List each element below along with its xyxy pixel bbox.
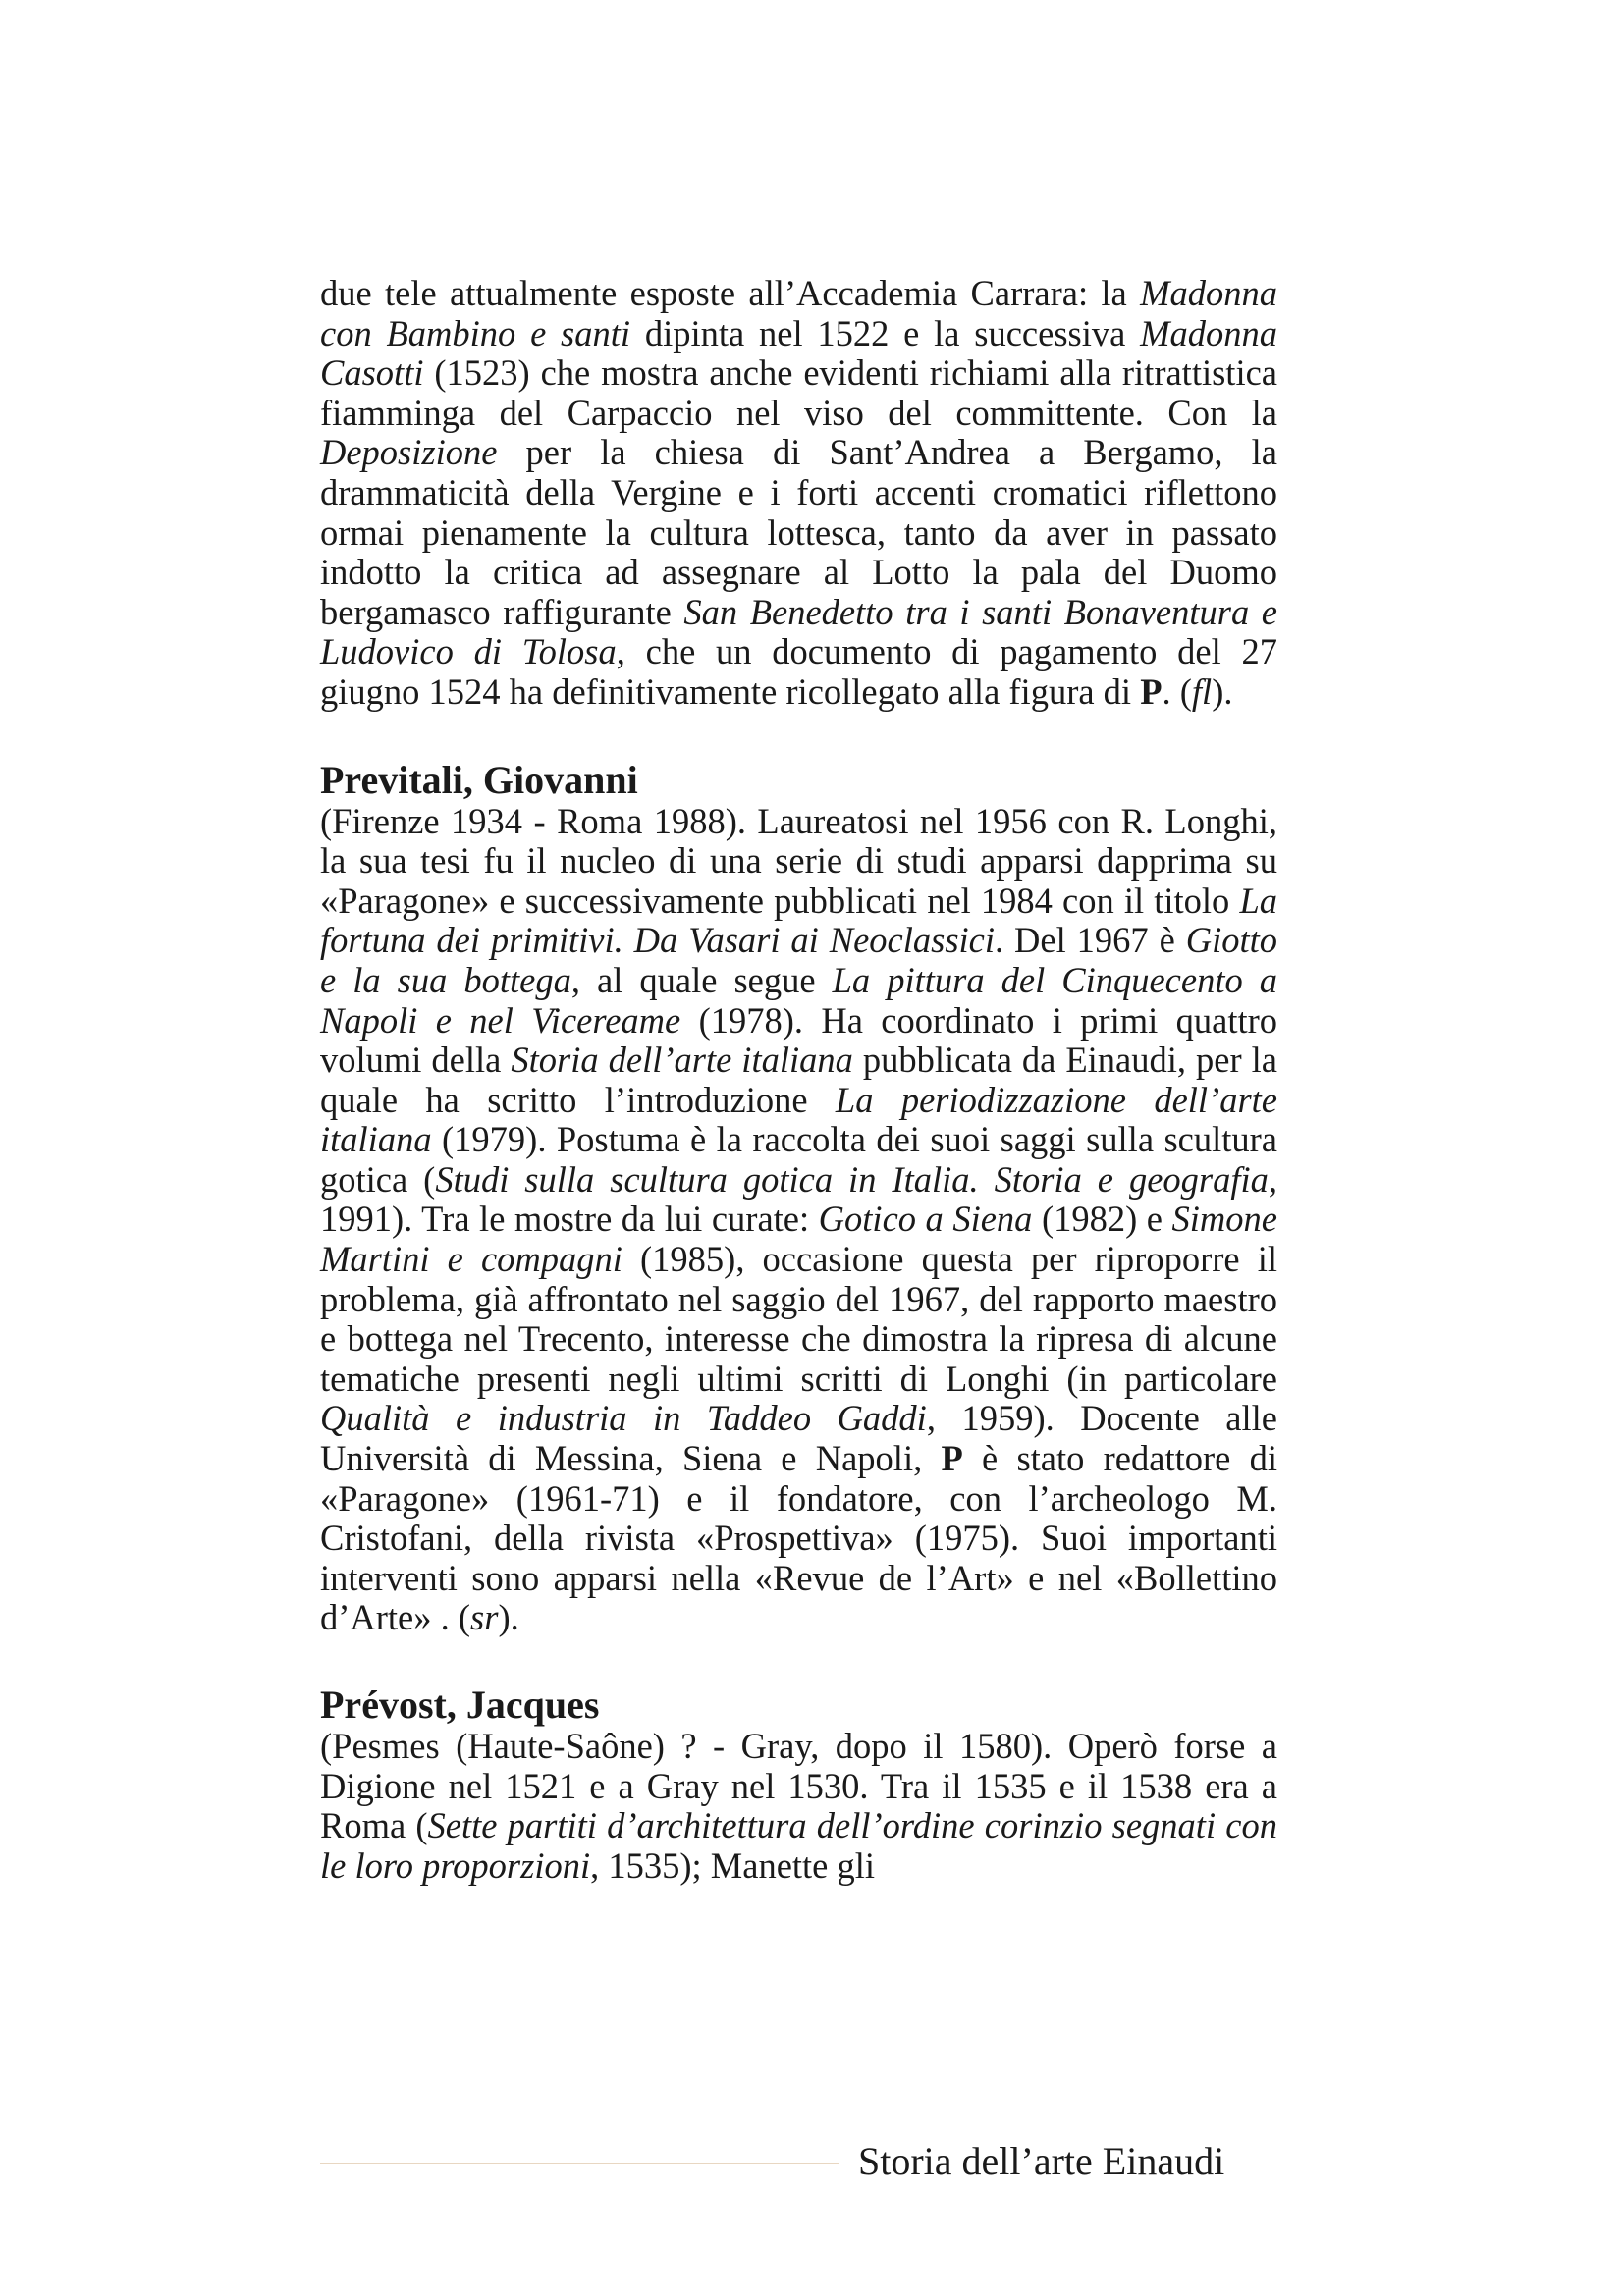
italic-text: La periodizzazione dell’arte italiana bbox=[320, 1079, 1278, 1160]
text-run: (Firenze 1934 - Roma 1988). Laureatosi nel 1956 con R. Longhi, la sua tesi fu il nucleo di una serie di studi apparsi dapprima su «Paragone» e successivamente pubblicati nel 1984 con il titolo bbox=[320, 800, 1277, 921]
italic-text: Studi sulla scultura gotica in Italia. Storia e geografia bbox=[435, 1158, 1269, 1200]
entry-title-prevost: Prévost, Jacques bbox=[320, 1682, 600, 1727]
text-run: dipinta nel 1522 e la successiva bbox=[630, 312, 1141, 353]
text-column bbox=[320, 274, 1277, 1886]
text-run: due tele attualmente esposte all’Accademia Carrara: la bbox=[320, 273, 1141, 313]
italic-text: Storia dell’arte italiana bbox=[511, 1040, 853, 1081]
text-run: , al quale segue bbox=[570, 959, 833, 1000]
text-run: è stato redattore di «Paragone» (1961-71) e il fondatore, con l’archeologo M. Cristofani, della rivista «Prospettiva» (1975). Suoi importanti interventi sono apparsi nella «Revue de l’Art» e nel «Bollettino d’Arte» . ( bbox=[320, 1438, 1277, 1638]
text-run: ). bbox=[498, 1597, 519, 1638]
text-run: (Pesmes (Haute-Saône) ? - Gray, dopo il 1580). Operò forse a Digione nel 1521 e a Gray nel 1530. Tra il 1535 e il 1538 era a Roma ( bbox=[320, 1726, 1277, 1846]
bold-text: P bbox=[1140, 670, 1163, 712]
text-run: pubblicata da Einaudi, per la quale ha scritto l’introduzione bbox=[320, 1040, 1277, 1120]
italic-text: La pittura del Cinquecento a Napoli e nel Vicereame bbox=[320, 959, 1277, 1041]
italic-text: Qualità e industria in Taddeo Gaddi bbox=[320, 1398, 927, 1439]
entry-title-previtali: Previtali, Giovanni bbox=[320, 757, 638, 802]
italic-text: Sette partiti d’architettura dell’ordine corinzio segnati con le loro proporzioni bbox=[320, 1805, 1277, 1886]
text-run: , 1959). Docente alle Università di Messina, Siena e Napoli, bbox=[320, 1398, 1277, 1479]
italic-text: sr bbox=[470, 1597, 499, 1638]
italic-text: Simone Martini e compagni bbox=[320, 1199, 1277, 1280]
text-run: (1978). Ha coordinato i primi quattro volumi della bbox=[320, 999, 1277, 1081]
text-run: (1982) e bbox=[1032, 1199, 1172, 1240]
entry-body-prevost bbox=[320, 1727, 1277, 1886]
italic-text: Giotto e la sua bottega bbox=[320, 920, 1278, 1000]
italic-text: Gotico a Siena bbox=[818, 1199, 1033, 1240]
footer-rule bbox=[320, 2163, 839, 2164]
italic-text: San Benedetto tra i santi Bonaventura e Ludovico di Tolosa bbox=[320, 591, 1277, 672]
bold-text: P bbox=[941, 1438, 963, 1479]
text-run: (1985), occasione questa per riproporre il problema, già affrontato nel saggio del 1967, del rapporto maestro e bottega nel Trecento, interesse che dimostra la ripresa di alcune tematiche presenti negli ultimi scritti di Longhi (in particolare bbox=[320, 1239, 1277, 1399]
text-run: ). bbox=[1212, 670, 1233, 712]
footer-title: Storia dell’arte Einaudi bbox=[858, 2139, 1225, 2183]
entry-body-previtali bbox=[320, 802, 1277, 1638]
text-run: . Del 1967 è bbox=[995, 920, 1186, 961]
text-run: (1523) che mostra anche evidenti richiami alla ritrattistica fiamminga del Carpaccio nel viso del committente. Con la bbox=[320, 352, 1277, 433]
italic-text: Madonna Casotti bbox=[320, 312, 1278, 394]
intro-paragraph bbox=[320, 274, 1277, 713]
section-gap bbox=[320, 1638, 1277, 1683]
section-gap bbox=[320, 713, 1277, 759]
text-run: (1979). Postuma è la raccolta dei suoi saggi sulla scultura gotica ( bbox=[320, 1119, 1277, 1200]
text-run: . ( bbox=[1162, 670, 1192, 712]
text-run: , 1991). Tra le mostre da lui curate: bbox=[320, 1158, 1278, 1240]
italic-text: Deposizione bbox=[320, 432, 498, 473]
text-run: , 1535); Manette gli bbox=[590, 1844, 876, 1886]
italic-text: fl bbox=[1191, 670, 1213, 712]
italic-text: La fortuna dei primitivi. Da Vasari ai Neoclassici bbox=[320, 880, 1277, 961]
text-run: per la chiesa di Sant’Andrea a Bergamo, la drammaticità della Vergine e i forti accenti cromatici riflettono ormai pienamente la cultura lottesca, tanto da aver in passato indotto la critica ad assegnare al Lotto la pala del Duomo bergamasco raffigurante bbox=[320, 432, 1277, 632]
text-run: , che un documento di pagamento del 27 giugno 1524 ha definitivamente ricollegato alla figura di bbox=[320, 631, 1278, 712]
italic-text: Madonna con Bambino e santi bbox=[320, 273, 1277, 353]
